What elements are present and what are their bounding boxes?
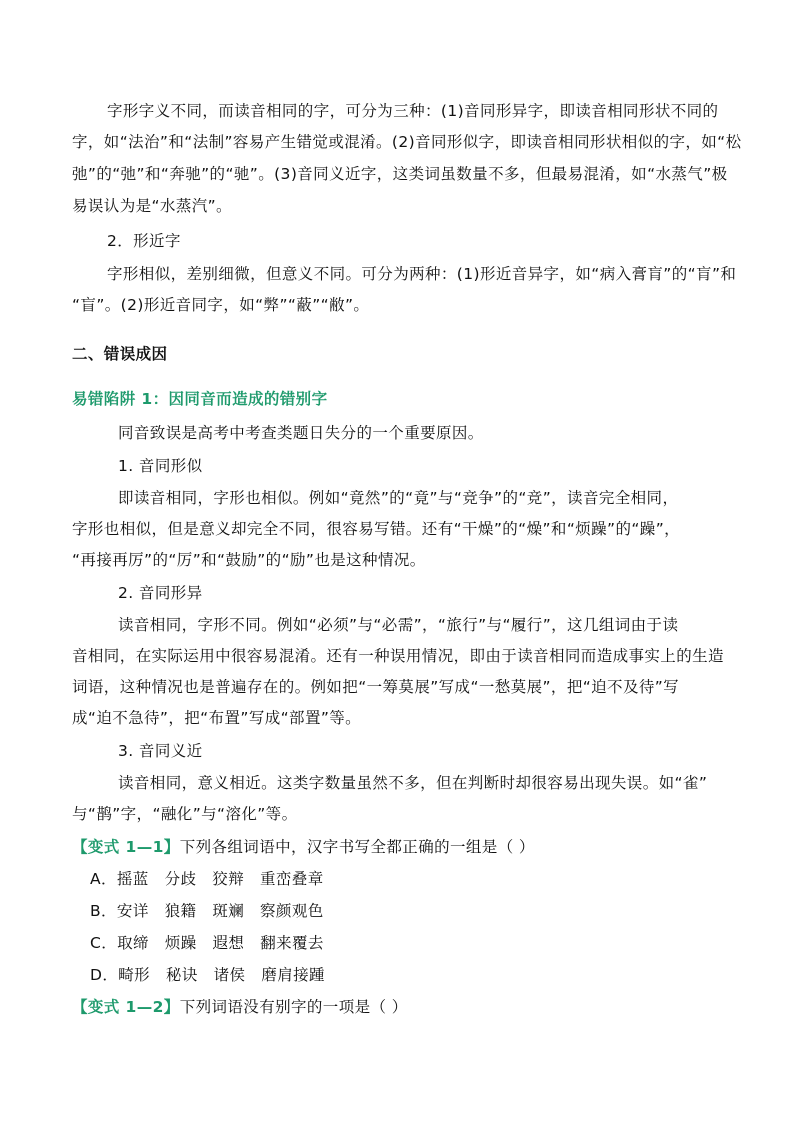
option-a: A．摇蓝 分歧 狡辩 重峦叠章 [90,870,324,888]
trap-title: 易错陷阱 1：因同音而造成的错别字 [72,390,328,408]
para-line: “再接再厉”的“厉”和“鼓励”的“励”也是这种情况。 [72,551,426,569]
question-bracket: 【 [72,838,88,856]
subheading: 2．形近字 [107,232,181,250]
question-label: 变式 1—1 [87,838,164,856]
option-d: D．畸形 秘诀 诸侯 磨肩接踵 [90,966,325,984]
para-line: 与“鹊”字，“融化”与“溶化”等。 [72,805,298,823]
question-label: 变式 1—2 [87,998,164,1016]
option-c: C．取缔 烦躁 遐想 翻来覆去 [90,934,324,952]
question-2 [72,996,408,1018]
para-line: 成“迫不急待”，把“布置”写成“部置”等。 [72,709,362,727]
para-line: “盲”。(2)形近音同字，如“弊”“蔽”“敝”。 [72,296,370,314]
para-line: 即读音相同，字形也相似。例如“竟然”的“竟”与“竞争”的“竞”，读音完全相同， [118,489,679,507]
question-bracket: 【 [72,998,88,1016]
para-line: 易误认为是“水蒸汽”。 [72,197,232,215]
para-line: 读音相同，意义相近。这类字数量虽然不多，但在判断时却很容易出现失误。如“雀” [118,774,708,792]
para-line: 字形也相似，但是意义却完全不同，很容易写错。还有“干燥”的“燥”和“烦躁”的“躁”， [72,520,681,538]
question-bracket: 】 [163,838,180,856]
subheading: 3. 音同义近 [118,742,203,760]
para-line: 音相同，在实际运用中很容易混淆。还有一种误用情况，即由于读音相同而造成事实上的生造 [72,647,724,665]
option-b: B．安详 狼籍 斑斓 察颜观色 [90,902,324,920]
para-line: 同音致误是高考中考查类题日失分的一个重要原因。 [118,424,484,442]
subheading: 1. 音同形似 [118,457,203,475]
question-bracket: 】 [163,998,180,1016]
para-line: 词语，这种情况也是普遍存在的。例如把“一筹莫展”写成“一愁莫展”，把“迫不及待”写 [72,678,680,696]
section-heading: 二、错误成因 [72,345,168,363]
para-line: 读音相同，字形不同。例如“必须”与“必需”，“旅行”与“履行”，这几组词由于读 [118,616,679,634]
question-stem: 下列词语没有别字的一项是（ ） [179,998,408,1016]
question-1 [72,836,535,858]
subheading: 2. 音同形异 [118,584,203,602]
para-line: 弛”的“弛”和“奔驰”的“驰”。(3)音同义近字，这类词虽数量不多，但最易混淆，如“水蒸气”极 [72,165,728,183]
para-line: 字，如“法治”和“法制”容易产生错觉或混淆。(2)音同形似字，即读音相同形状相似的字，如“松 [72,133,742,151]
para-line: 字形字义不同，而读音相同的字，可分为三种：(1)音同形异字，即读音相同形状不同的 [107,102,719,120]
para-line: 字形相似，差别细微，但意义不同。可分为两种：(1)形近音异字，如“病入膏肓”的“肓”和 [107,265,737,283]
question-stem: 下列各组词语中，汉字书写全都正确的一组是（ ） [179,838,535,856]
